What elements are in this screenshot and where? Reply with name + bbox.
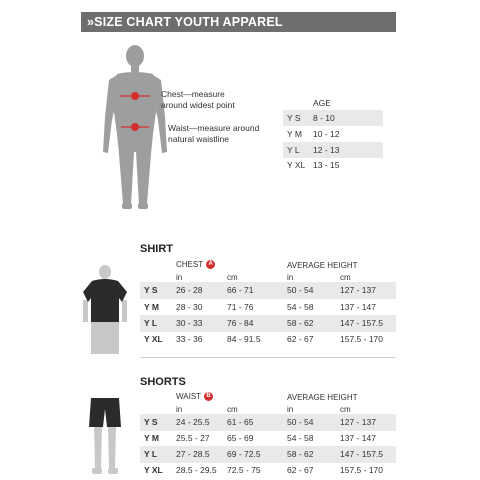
waist-marker-icon xyxy=(131,123,139,131)
chest-annotation: Chest—measure around widest point xyxy=(161,89,235,110)
table-row: Y S 26 - 28 66 - 71 50 - 54 127 - 137 xyxy=(140,282,396,299)
shirt-title: SHIRT xyxy=(140,243,173,255)
shirt-unit-in: in xyxy=(176,273,183,282)
table-row: Y XL 33 - 36 84 - 91.5 62 - 67 157.5 - 170 xyxy=(144,334,384,344)
shorts-unit-cm: cm xyxy=(227,405,238,414)
age-row: Y XL 13 - 15 xyxy=(287,160,340,170)
shirt-figure xyxy=(80,264,130,354)
age-row: Y M 10 - 12 xyxy=(287,129,340,139)
page-title-banner: »SIZE CHART YOUTH APPAREL xyxy=(81,12,396,32)
shirt-height-unit-in: in xyxy=(287,273,294,282)
waist-annotation: Waist—measure around natural waistline xyxy=(168,123,260,144)
shorts-height-unit-in: in xyxy=(287,405,294,414)
table-row: Y L 27 - 28.5 69 - 72.5 58 - 62 147 - 157.5 xyxy=(140,446,396,463)
shirt-unit-cm: cm xyxy=(227,273,238,282)
shirt-chest-header: CHEST A xyxy=(176,260,215,269)
shorts-figure xyxy=(85,395,125,477)
chest-marker-icon xyxy=(131,92,139,100)
age-row: Y L 12 - 13 xyxy=(283,142,383,158)
shorts-unit-in: in xyxy=(176,405,183,414)
table-row: Y S 24 - 25.5 61 - 65 50 - 54 127 - 137 xyxy=(140,414,396,431)
shorts-waist-header: WAIST B xyxy=(176,392,213,401)
chest-badge-icon: A xyxy=(206,260,215,269)
shirt-height-unit-cm: cm xyxy=(340,273,351,282)
shorts-title: SHORTS xyxy=(140,376,186,388)
shirt-height-header: AVERAGE HEIGHT xyxy=(287,261,358,270)
age-row: Y S 8 - 10 xyxy=(283,110,383,126)
body-figure xyxy=(95,42,175,212)
waist-badge-icon: B xyxy=(204,392,213,401)
section-divider xyxy=(140,357,396,358)
shorts-height-unit-cm: cm xyxy=(340,405,351,414)
table-row: Y L 30 - 33 76 - 84 58 - 62 147 - 157.5 xyxy=(140,315,396,332)
table-row: Y M 25.5 - 27 65 - 69 54 - 58 137 - 147 xyxy=(144,433,376,443)
table-row: Y M 28 - 30 71 - 76 54 - 58 137 - 147 xyxy=(144,302,376,312)
age-title: AGE xyxy=(313,98,331,108)
table-row: Y XL 28.5 - 29.5 72.5 - 75 62 - 67 157.5 - 170 xyxy=(144,465,384,475)
shorts-height-header: AVERAGE HEIGHT xyxy=(287,393,358,402)
